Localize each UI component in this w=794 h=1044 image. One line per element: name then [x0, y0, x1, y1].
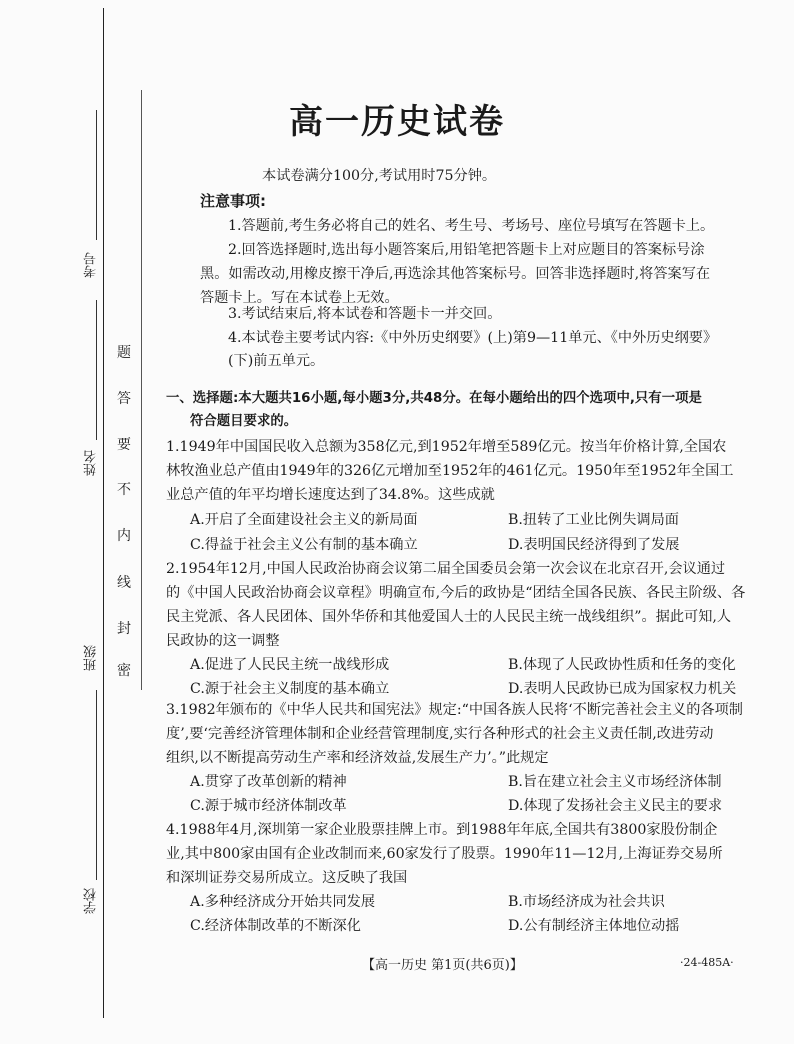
notice-item: 答题卡上。写在本试卷上无效。 [200, 290, 399, 306]
seal-char: 答 [117, 391, 131, 407]
page-title: 高一历史试卷 [289, 102, 505, 142]
option-a[interactable]: A.促进了人民民主统一战线形成 [190, 657, 390, 673]
question-stem: 3.1982年颁布的《中华人民共和国宪法》规定:“中国各族人民将‘不断完善社会主义的各项制 [166, 702, 743, 718]
seal-char: 题 [117, 345, 131, 361]
option-a[interactable]: A.开启了全面建设社会主义的新局面 [190, 512, 418, 528]
option-c[interactable]: C.源于城市经济体制改革 [190, 798, 347, 814]
question-stem: 林牧渔业总产值由1949年的326亿元增加至1952年的461亿元。1950年至1952年全国工 [166, 463, 734, 479]
question-stem: 民政协的这一调整 [166, 633, 280, 649]
name-label: 姓名 [84, 450, 99, 476]
option-b[interactable]: B.市场经济成为社会共识 [508, 894, 665, 910]
seal-char: 不 [117, 482, 131, 498]
question-stem: 2.1954年12月,中国人民政治协商会议第二届全国委员会第一次会议在北京召开,会议通过 [166, 561, 726, 577]
exam-intro: 本试卷满分100分,考试用时75分钟。 [262, 168, 497, 184]
class-label: 班级 [84, 645, 99, 671]
option-b[interactable]: B.旨在建立社会主义市场经济体制 [508, 774, 722, 790]
question-stem: 的《中国人民政治协商会议章程》明确宣布,今后的政协是“团结全国各民族、各民主阶级、各 [166, 585, 746, 601]
question-stem: 4.1988年4月,深圳第一家企业股票挂牌上市。到1988年年底,全国共有3800家股份制企 [166, 822, 718, 838]
binding-line-inner [141, 90, 142, 690]
page-footer: 【高一历史 第1页(共6页)】 [362, 958, 523, 973]
question-stem: 1.1949年中国国民收入总额为358亿元,到1952年增至589亿元。按当年价格计算,全国农 [166, 439, 727, 455]
option-d[interactable]: D.体现了发扬社会主义民主的要求 [508, 798, 723, 814]
seal-char: 要 [117, 437, 131, 453]
option-a[interactable]: A.多种经济成分开始共同发展 [190, 894, 376, 910]
school-label: 学校 [84, 888, 99, 914]
notice-item: 3.考试结束后,将本试卷和答题卡一并交回。 [228, 306, 502, 322]
option-d[interactable]: D.表明人民政协已成为国家权力机关 [508, 681, 737, 697]
option-d[interactable]: D.表明国民经济得到了发展 [508, 537, 680, 553]
option-c[interactable]: C.经济体制改革的不断深化 [190, 918, 361, 934]
paper-code: ·24-485A· [680, 956, 734, 969]
school-field[interactable] [96, 740, 97, 880]
binding-line-outer [103, 8, 104, 1018]
notice-item: (下)前五单元。 [228, 353, 325, 369]
question-stem: 和深圳证券交易所成立。这反映了我国 [166, 870, 408, 886]
option-b[interactable]: B.扭转了工业比例失调局面 [508, 512, 679, 528]
question-stem: 度’,要‘完善经济管理体制和企业经营管理制度,实行各种形式的社会主义责任制,改进劳动 [166, 726, 714, 742]
seal-char: 线 [117, 575, 131, 591]
option-a[interactable]: A.贯穿了改革创新的精神 [190, 774, 347, 790]
seal-char: 密 [117, 663, 131, 679]
question-stem: 民主党派、各人民团体、国外华侨和其他爱国人士的人民民主统一战线组织”。据此可知,人 [166, 609, 732, 625]
section-heading-line: 一、选择题:本大题共16小题,每小题3分,共48分。在每小题给出的四个选项中,只有一项是 [166, 391, 702, 406]
question-stem: 业,其中800家由国有企业改制而来,60家发行了股票。1990年11—12月,上海证券交易所 [166, 846, 723, 862]
seal-char: 封 [117, 621, 131, 637]
option-b[interactable]: B.体现了人民政协性质和任务的变化 [508, 657, 736, 673]
notice-item: 2.回答选择题时,选出每小题答案后,用铅笔把答题卡上对应题目的答案标号涂 [228, 242, 705, 258]
notice-heading: 注意事项: [200, 192, 266, 210]
notice-item: 4.本试卷主要考试内容:《中外历史纲要》(上)第9—11单元、《中外历史纲要》 [228, 330, 718, 346]
section-heading-line: 符合题目要求的。 [190, 414, 298, 429]
seal-char: 内 [117, 528, 131, 544]
name-field[interactable] [96, 300, 97, 440]
question-stem: 组织,以不断提高劳动生产率和经济效益,发展生产力’。”此规定 [166, 750, 549, 766]
notice-item: 黑。如需改动,用橡皮擦干净后,再选涂其他答案标号。回答非选择题时,将答案写在 [200, 266, 711, 282]
exam-number-label: 考号 [84, 252, 99, 278]
option-c[interactable]: C.源于社会主义制度的基本确立 [190, 681, 390, 697]
option-c[interactable]: C.得益于社会主义公有制的基本确立 [190, 537, 418, 553]
question-stem: 业总产值的年平均增长速度达到了34.8%。这些成就 [166, 487, 495, 503]
option-d[interactable]: D.公有制经济主体地位动摇 [508, 918, 680, 934]
notice-item: 1.答题前,考生务必将自己的姓名、考生号、考场号、座位号填写在答题卡上。 [228, 218, 715, 234]
